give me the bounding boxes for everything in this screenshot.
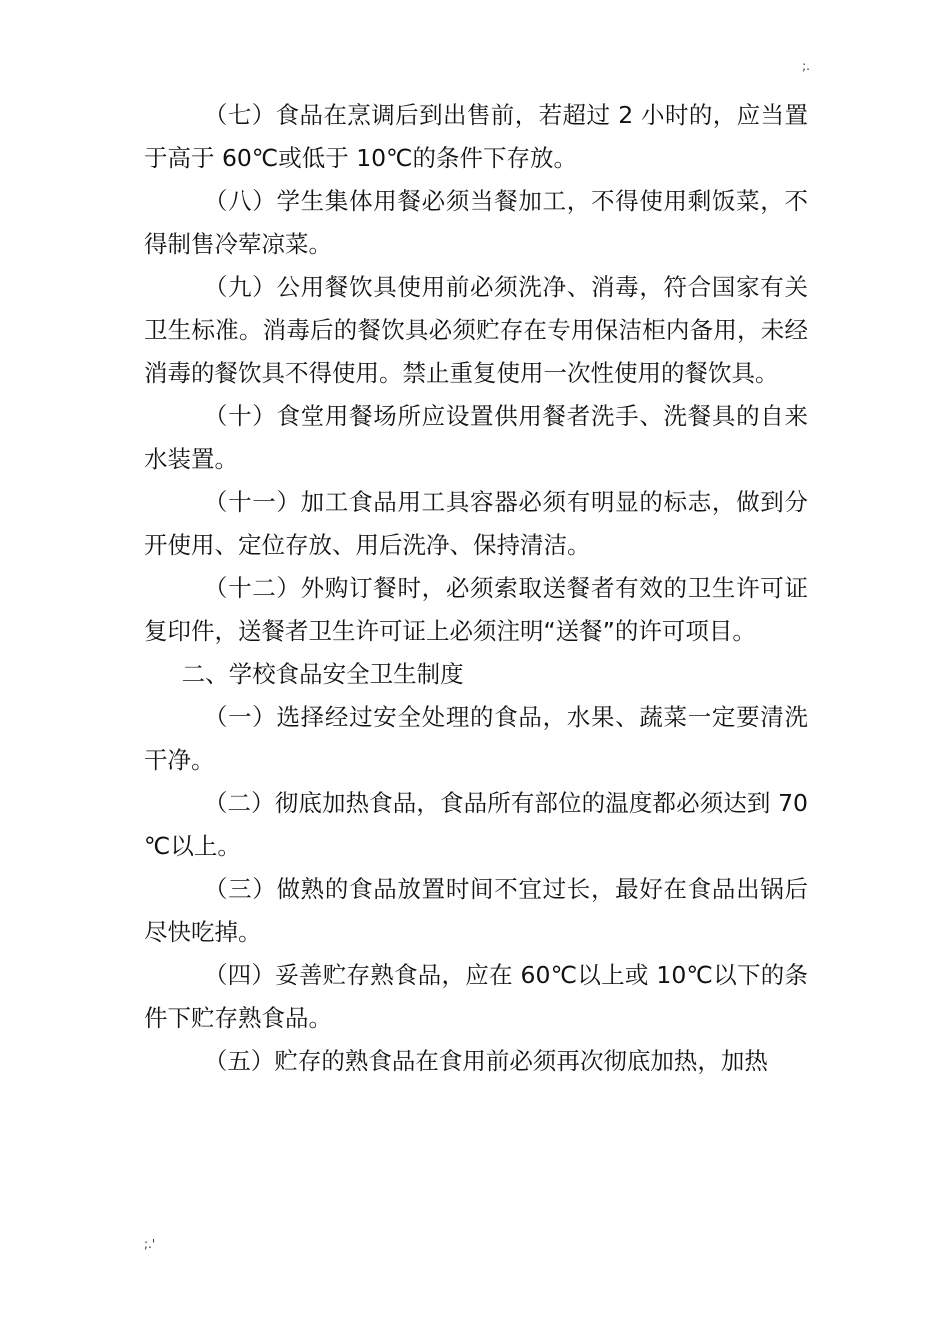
paragraph-item-10: （十）食堂用餐场所应设置供用餐者洗手、洗餐具的自来水装置。 [144,402,808,473]
bottom-corner-mark: ;.' [144,1237,156,1251]
paragraph-safety-3: （三）做熟的食品放置时间不宜过长，最好在食品出锅后尽快吃掉。 [144,875,808,946]
paragraph-safety-5: （五）贮存的熟食品在食用前必须再次彻底加热，加热 [203,1047,768,1075]
paragraph-item-11: （十一）加工食品用工具容器必须有明显的标志，做到分开使用、定位存放、用后洗净、保持清洁。 [144,488,808,559]
paragraph-safety-2: （二）彻底加热食品，食品所有部位的温度都必须达到 70℃以上。 [144,789,808,860]
paragraph-item-12: （十二）外购订餐时，必须索取送餐者有效的卫生许可证复印件，送餐者卫生许可证上必须注明“送餐”的许可项目。 [144,574,808,645]
document-body [144,94,808,1083]
paragraph-item-9: （九）公用餐饮具使用前必须洗净、消毒，符合国家有关卫生标准。消毒后的餐饮具必须贮存在专用保洁柜内备用，未经消毒的餐饮具不得使用。禁止重复使用一次性使用的餐饮具。 [144,273,808,387]
paragraph-safety-4: （四）妥善贮存熟食品，应在 60℃以上或 10℃以下的条件下贮存熟食品。 [144,961,808,1032]
paragraph-item-7: （七）食品在烹调后到出售前，若超过 2 小时的，应当置于高于 60℃或低于 10℃的条件下存放。 [144,101,808,172]
paragraph-safety-1: （一）选择经过安全处理的食品，水果、蔬菜一定要清洗干净。 [144,703,808,774]
paragraph-item-8: （八）学生集体用餐必须当餐加工，不得使用剩饭菜，不得制售冷荤凉菜。 [144,187,808,258]
top-corner-mark: ;. [802,59,810,73]
section-heading: 二、学校食品安全卫生制度 [181,660,464,688]
